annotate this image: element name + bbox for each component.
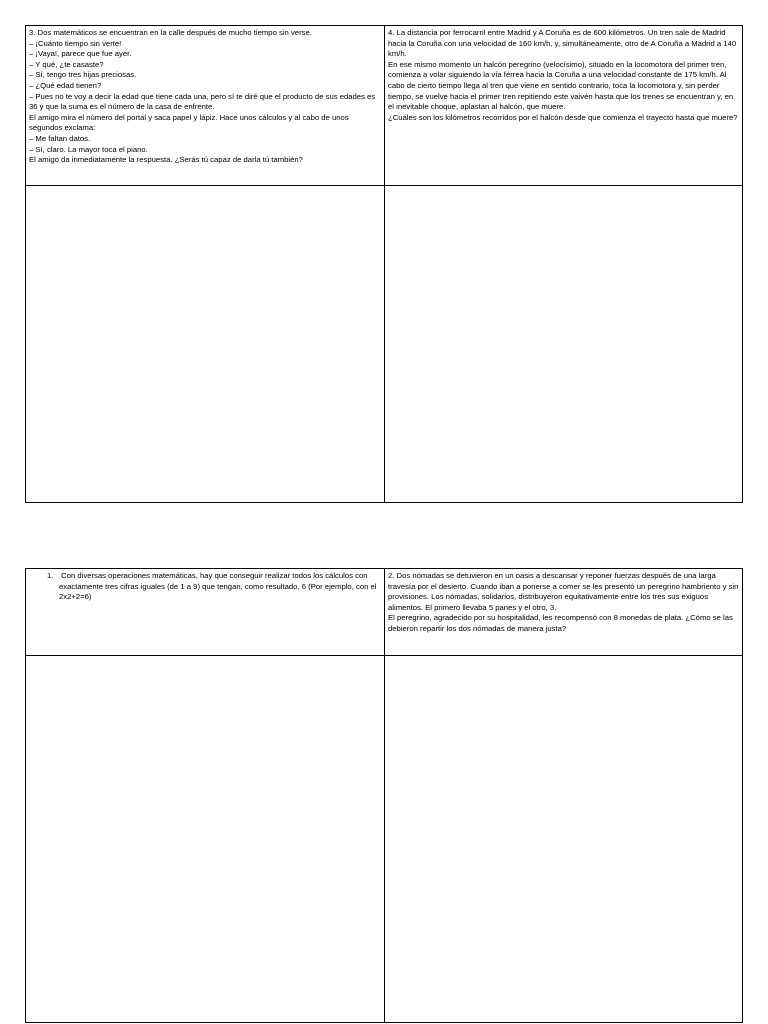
problem-3-line: – ¡Vaya!, parece que fue ayer. xyxy=(29,49,132,59)
problem-1-item xyxy=(29,571,381,603)
bottom-problem-row xyxy=(26,569,743,656)
problem-1-text: Con diversas operaciones matemáticas, hay que conseguir realizar todos los cálculos con exactamente tres cifras iguales (de 1 a 9) que tengan, como resultado, 6 (Por ejemplo, con el 2x2+2=6) xyxy=(59,571,377,602)
problem-4-answer-space xyxy=(385,186,743,503)
problem-3-line: – Y qué, ¿te casaste? xyxy=(29,59,104,69)
problem-1-answer-space xyxy=(26,656,385,1023)
problem-2-line: El peregrino, agradecido por su hospitalidad, les recompensó con 8 monedas de plata. ¿Cómo se las debieron repartir los dos nómadas de manera justa? xyxy=(388,613,733,633)
top-problem-row xyxy=(26,26,743,186)
problem-3-line: – Me faltan datos. xyxy=(29,133,91,143)
problem-3-line: – Sí, claro. La mayor toca el piano. xyxy=(29,144,148,154)
problem-1-number: 1. xyxy=(47,571,54,580)
problem-4-line: En ese mismo momento un halcón peregrino (velocísimo), situado en la locomotora del primer tren, comienza a volar siguiendo la vía férrea hacia la Coruña a una velocidad constante de 175 km/h. Al cabo de cierto tiempo llega al tren que viene en sentido contrario, toca la locomotora y, sin perder tiempo, se vuelve hacia el primer tren repitiendo este vaivén hasta que los trenes se encuentran y, en el inevitable choque, aplastan al halcón, que muere. xyxy=(388,59,734,112)
problem-4-line: 4. La distancia por ferrocarril entre Madrid y A Coruña es de 600 kilómetros. Un tren sale de Madrid hacia la Coruña con una velocidad de 160 km/h, y, simultáneamente, otro de A Coruña a Madrid a 140 km/h. xyxy=(388,28,737,59)
problem-4-cell xyxy=(385,26,743,186)
problem-1-cell xyxy=(26,569,385,656)
problem-3-line: – ¡Cuánto tiempo sin verte! xyxy=(29,38,122,48)
top-answer-row xyxy=(26,186,743,503)
problem-3-line: – Sí, tengo tres hijas preciosas. xyxy=(29,70,137,80)
bottom-answer-row xyxy=(26,656,743,1023)
problem-2-line: 2. Dos nómadas se detuvieron en un oasis a descansar y reponer fuerzas después de una larga travesía por el desierto. Cuando iban a ponerse a comer se les presentó un peregrino hambriento y sin provisiones. Los nómadas, solidarios, distribuyeron equitativamente entre los tres sus exiguos alimentos. El primero llevaba 5 panes y el otro, 3. xyxy=(388,571,739,612)
top-problem-table xyxy=(25,25,743,503)
problem-3-line: El amigo da inmediatamente la respuesta. ¿Serás tú capaz de darla tú también? xyxy=(29,155,303,165)
problem-2-answer-space xyxy=(385,656,743,1023)
problem-3-line: – ¿Qué edad tienen? xyxy=(29,80,102,90)
problem-4-line: ¿Cuáles son los kilómetros recorridos por el halcón desde que comienza el trayecto hasta que muere? xyxy=(388,112,738,122)
problem-3-cell xyxy=(26,26,385,186)
problem-3-line: 3. Dos matemáticos se encuentran en la calle después de mucho tiempo sin verse. xyxy=(29,28,312,37)
bottom-problem-table xyxy=(25,568,743,1023)
problem-3-answer-space xyxy=(26,186,385,503)
problem-3-line: – Pues no te voy a decir la edad que tiene cada una, pero sí te diré que el producto de sus edades es 36 y que la suma es el número de la casa de enfrente. xyxy=(29,91,376,112)
problem-3-line: El amigo mira el número del portal y saca papel y lápiz. Hace unos cálculos y al cabo de unos segundos exclama: xyxy=(29,112,349,133)
problem-2-cell xyxy=(385,569,743,656)
